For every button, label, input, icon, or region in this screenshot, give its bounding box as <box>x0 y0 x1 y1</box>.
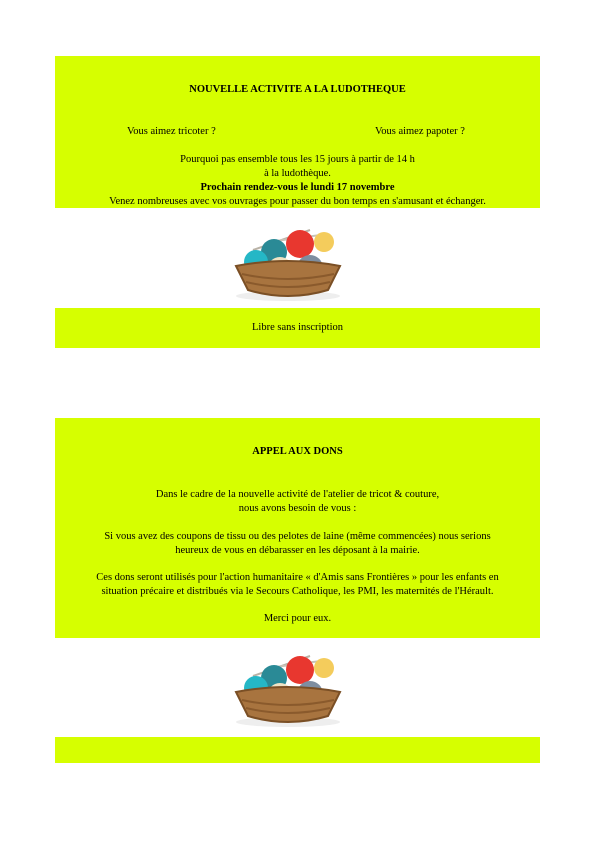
notice2-p1-line1: Dans le cadre de la nouvelle activité de l'atelier de tricot & couture, <box>155 489 440 500</box>
notice2-footer-panel <box>55 737 540 763</box>
notice2-p1-line2: nous avons besoin de vous : <box>238 503 357 514</box>
notice1-title: NOUVELLE ACTIVITE A LA LUDOTHEQUE <box>189 84 406 95</box>
notice1-line4: Venez nombreuses avec vos ouvrages pour passer du bon temps en s'amusant et échanger. <box>109 196 486 207</box>
question-left: Vous aimez tricoter ? <box>127 126 216 137</box>
notice2-p2-line1: Si vous avez des coupons de tissu ou des pelotes de laine (même commencées) nous serions <box>104 531 491 542</box>
notice2-p2-line2: heureux de vous en débarasser en les déposant à la mairie. <box>175 545 420 556</box>
question-right: Vous aimez papoter ? <box>375 126 465 137</box>
notice1-footer: Libre sans inscription <box>252 322 343 333</box>
notice2-p3-line2: situation précaire et distribués via le Secours Catholique, les PMI, les maternités de l'Hérault. <box>101 586 494 597</box>
notice2-title: APPEL AUX DONS <box>252 446 343 457</box>
notice1-line2: à la ludothèque. <box>264 168 331 179</box>
notice2-panel <box>55 418 540 638</box>
notice1-line1: Pourquoi pas ensemble tous les 15 jours à partir de 14 h <box>180 154 415 165</box>
notice2-p4: Merci pour eux. <box>263 613 332 624</box>
notice2-p3-line1: Ces dons seront utilisés pour l'action humanitaire « d'Amis sans Frontières » pour les enfants en <box>96 572 499 583</box>
notice1-panel <box>55 56 540 208</box>
notice1-date: Prochain rendez-vous le lundi 17 novembre <box>200 182 395 193</box>
notice1-footer-panel <box>55 308 540 348</box>
yarn-basket-icon <box>228 648 348 730</box>
yarn-basket-icon <box>228 222 348 304</box>
